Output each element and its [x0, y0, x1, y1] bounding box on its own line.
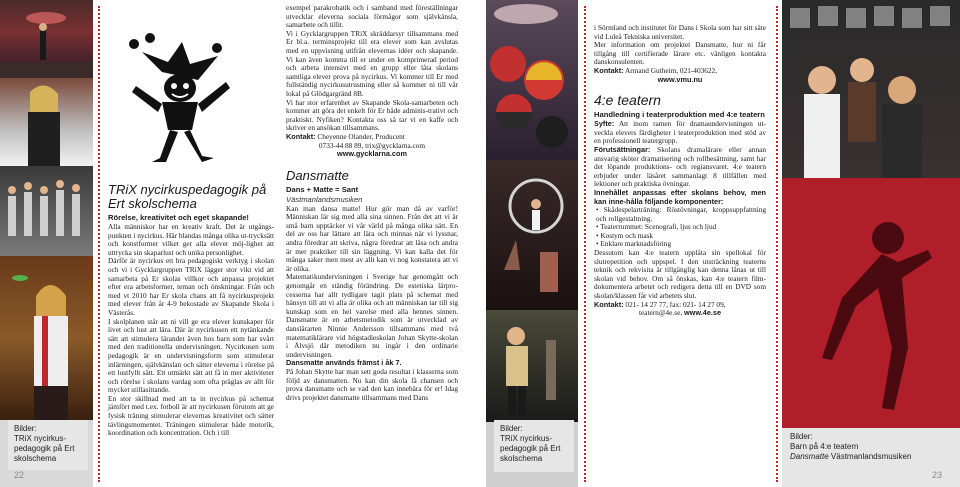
contact-text: Armand Gutheim, 021-403622,	[623, 65, 718, 75]
photo-boy-performer	[486, 310, 578, 422]
paragraph: Kan man dansa matte! Hur gör man då av varför! Människan lär sig med alla sina sinnen. Från det att vi är små barn upptäcker vi vår värld på många olika sätt. En del av oss har lättare att lära och minnas när vi lyssnar, andra föredrar att skriva, några föredrar att läsa och andra är mer praktiker till sin läggning. Vi kan kalla det för många saker men mest av allt kan vi nog konstatera att vi är olika.	[286, 203, 458, 273]
contact-text: Cheyenne Olander, Producent	[315, 131, 405, 141]
caption-line: pedagogik på Ert	[14, 444, 75, 453]
photo-juggling-girl	[0, 256, 93, 420]
article-subtitle: Rörelse, kreativitet och eget skapande!	[108, 213, 249, 222]
syfte-text: Att inom ramen för dramaundervisningen ut-veckla elevers färdigheter i teaterproduktion med stöd av en professionell teatergrupp.	[594, 119, 766, 146]
dotted-divider	[98, 6, 100, 482]
syfte-label: Syfte:	[594, 119, 615, 129]
photo-performance-stage	[0, 0, 93, 78]
caption-line: Bilder:	[14, 424, 37, 433]
paragraph: Därför är nycirkus ett bra pedagogiskt verktyg i skolan och vi i Gycklargruppen TRiX lägger stor vikt vid att samarbeta på Er skolas villkor och anpassa projektet efter era arbetsformer, teman och önskningar. Från och med vt 2010 har Er skola chans att få nycirkusprojekt med elever från år 4-9 bekostade av Skapande Skola i Västerås.	[108, 256, 274, 317]
caption-line: skolschema	[500, 454, 543, 463]
contact-phone: 0733-44 88 89, trix@gycklarna.com	[318, 140, 426, 150]
contact-web-link[interactable]: www.gycklarna.com	[337, 149, 407, 159]
page-number-right: 23	[932, 470, 943, 480]
photo-column-left	[0, 0, 93, 487]
article-title	[108, 183, 274, 211]
caption-italic: Dansmatte	[790, 452, 829, 461]
photo-column-juggling	[486, 0, 578, 487]
photo-girl-smiling	[0, 78, 93, 166]
paragraph: Dessutom kan 4:e teatern upplåta sin spellokal för slutrepetition och uppspel. I den utsträckning teaterns teknik och rekvisita är tillgänglig kan denna lånas ut till skolan vid behov. Om så önskas, kan 4:e teatern film-dokumentera arbetet och redigera detta till en DVD som skolan/klassen får vid arbetets slut.	[594, 248, 766, 301]
bullet-item: • Teaterrummet: Scenografi, ljus och ljud	[596, 222, 717, 232]
jester-logo	[122, 32, 242, 164]
kontakt-text: 021- 14 27 77, fax: 021- 14 27 09,	[623, 299, 726, 309]
caption-line: TRiX nycirkus-	[500, 434, 553, 443]
photo-column-right	[782, 0, 960, 487]
paragraph: Alla människor har en kreativ kraft. Det är utgångs-punkten i nycirkus. Här blandas många olika ut-trycksätt och konstformer vilket ger alla elever möj-lighet att uttrycka sin skaparlust och unika personlighet.	[108, 222, 274, 257]
paragraph: Matematikundervisningen i Sverige har genomgått och genomgår en ständig förändring. De estetiska lärpro-cesserna har allt tydligare tagit plats på schemat med hänsyn till att vi alla är olika och att människan tar till sig kunskap som en hel varelse med alla hennes sinnen. Dansmatte är en arbetsmetodik som är utvecklad av danslärarten Ninnie Andersson tillsammans med två matematiklärare vid högstadieskolan Johan Skytte-skolan i Älvsjö där metodiken nu ingår i den ordinarie undervisningen.	[286, 272, 458, 359]
jester-icon	[122, 32, 242, 164]
dansmatte-title: Dansmatte	[286, 167, 349, 183]
bullet-item: • Skådespelarträning: Röstövningar, kroppsuppfattning och rollgestaltning.	[596, 205, 766, 223]
paragraph: I skolplanen står att ni vill ge era elever kunskaper för livet och lust att lära. Där är nycirkusen ett nytänkande sätt att stimulera lärandet även hos barn som har svårt med den traditionella undervisningen. Nycirkusen som pedagogik är en undervisningsform som stimulerar inlärningen, självkänslan och sätter eleverna i rörelse på ett lustfyllt sätt. Ett utmärkt sätt att få in mer aktiviteter och rörelse i skolans vardag som ofta präglas av allt för mycket stillasittande.	[108, 316, 274, 395]
photo-kids-row	[0, 166, 93, 256]
inne-label: Innehållet anpassas efter skolans behov, men kan inne-hålla följande komponenter:	[594, 187, 766, 206]
caption-line: Bilder:	[500, 424, 523, 433]
kontakt-mail-line	[594, 309, 766, 318]
bullet-item: • Kostym och mask	[596, 230, 654, 240]
dansmatte-subtitle: Dans + Matte = Sant	[286, 184, 359, 194]
contact-web-link[interactable]: www.vmu.nu	[657, 74, 703, 84]
caption-tail: Västmanlandsmusiken	[828, 452, 912, 461]
caption-line: Barn på 4:e teatern	[790, 442, 859, 451]
photo-caption-left	[8, 420, 88, 470]
article-column-2	[286, 4, 458, 402]
paragraph: Vi i Gycklargruppen TRiX skräddarsyr tillsammans med Er bl.a. terminsprojekt till era elever som kan avslutas med en uppvisning utifrån elevernas idéer och skapande. Vi kan även komma till er under en komprimerad period och arbeta intensivt med en grupp eller låta skolans samtliga elever prova på nycirkus. Vi kommer till Er med fullständig nycirkusutrustning eller så kommer ni till vår lokal på Glödgargränd 8B.	[286, 28, 458, 98]
forut-line	[594, 146, 766, 189]
forut-label: Förutsättningar:	[594, 144, 651, 154]
forut-text: Skolans dramalärare eller annan ansvarig sköter dramatisering och rollbesättning, samt har det löpande produktions- och regiansvaret. 4:e teatern erbjuder under läsåret sammanlagt 8 tillfällen med lektioner och praktiska övningar.	[594, 144, 766, 189]
paragraph: Vi har stor erfarenhet av Skapande Skola-samarbeten och kommer att göra det enkelt för Er både adminis-trativt och praktiskt. Nyfiken? Kontakta oss så tar vi en kaffe och skriver en ansökan tillsammans.	[286, 97, 458, 133]
paragraph: exempel parakrobatik och i samband med föreställningar utvecklar eleverna sociala förmågor som självkänsla, samarbete och tillit.	[286, 3, 458, 30]
dansmatte-used-title: Dansmatte används främst i åk 7.	[286, 358, 402, 368]
kontakt-mail[interactable]: teatern@4e.se,	[638, 308, 684, 318]
paragraph: En stor skillnad med att ta in nycirkus på schemat jämfört med t.ex. fotboll är att nycirkusen förutom att ge fysisk träning stimulerar elevernas kreativitet och sätter tävlingsmomentet. Träningen stimulerar både motorik, koordination och koncentration. Och i till	[108, 393, 274, 438]
syfte-line	[594, 120, 766, 146]
caption-line: skolschema	[14, 454, 57, 463]
photo-caption-middle	[494, 420, 574, 472]
paragraph: Mer information om projektet Dansmatte, hur ni får tillgång till certifierade lärare etc. vänligen kontakta danskonsulenten.	[594, 40, 766, 67]
photo-juggling-balls	[486, 0, 578, 160]
contact-label: Kontakt:	[594, 65, 624, 75]
caption-line: pedagogik på Ert	[500, 444, 561, 453]
caption-line: TRiX nycirkus-	[14, 434, 67, 443]
acrobat-silhouette-icon	[0, 0, 93, 78]
photo-red-dancer	[782, 178, 960, 428]
article-title-line: TRiX nycirkuspedagogik på	[108, 182, 267, 197]
article-column-3	[594, 24, 766, 318]
teatern-subtitle: Handledning i teaterproduktion med 4:e teatern	[594, 110, 765, 120]
kontakt-web-link[interactable]: www.4e.se	[683, 308, 722, 318]
page-number-left: 22	[14, 470, 25, 480]
kontakt-label: Kontakt:	[594, 299, 624, 309]
photo-children-theatre	[782, 0, 960, 178]
contact-label: Kontakt:	[286, 131, 316, 141]
article-title-line: Ert skolschema	[108, 196, 197, 211]
caption-line	[790, 452, 948, 462]
bullet-item: • Enklare marknadsföring	[596, 239, 672, 249]
caption-line: Bilder:	[790, 432, 813, 441]
article-column-trix	[108, 183, 274, 438]
dansmatte-org: Västmanlandsmusiken	[286, 194, 363, 204]
photo-caption-right	[784, 428, 954, 472]
dotted-divider	[584, 6, 586, 482]
photo-aerial-ring	[486, 160, 578, 310]
paragraph: i Sörmland och institutet för Dans i Skola som har sitt säte vid Luleå Tekniska universitet.	[594, 23, 766, 41]
teatern-title: 4:e teatern	[594, 92, 661, 109]
dotted-divider	[776, 6, 778, 482]
paragraph: På Johan Skytte har man sett goda resultat i klasserna som följd av dansmatten. Nu kan din skola få chansen och prova dansmatte och se vad den kan innebära för er! Idag drivs projektet dansmatte tillsammans med Dans	[286, 366, 458, 402]
